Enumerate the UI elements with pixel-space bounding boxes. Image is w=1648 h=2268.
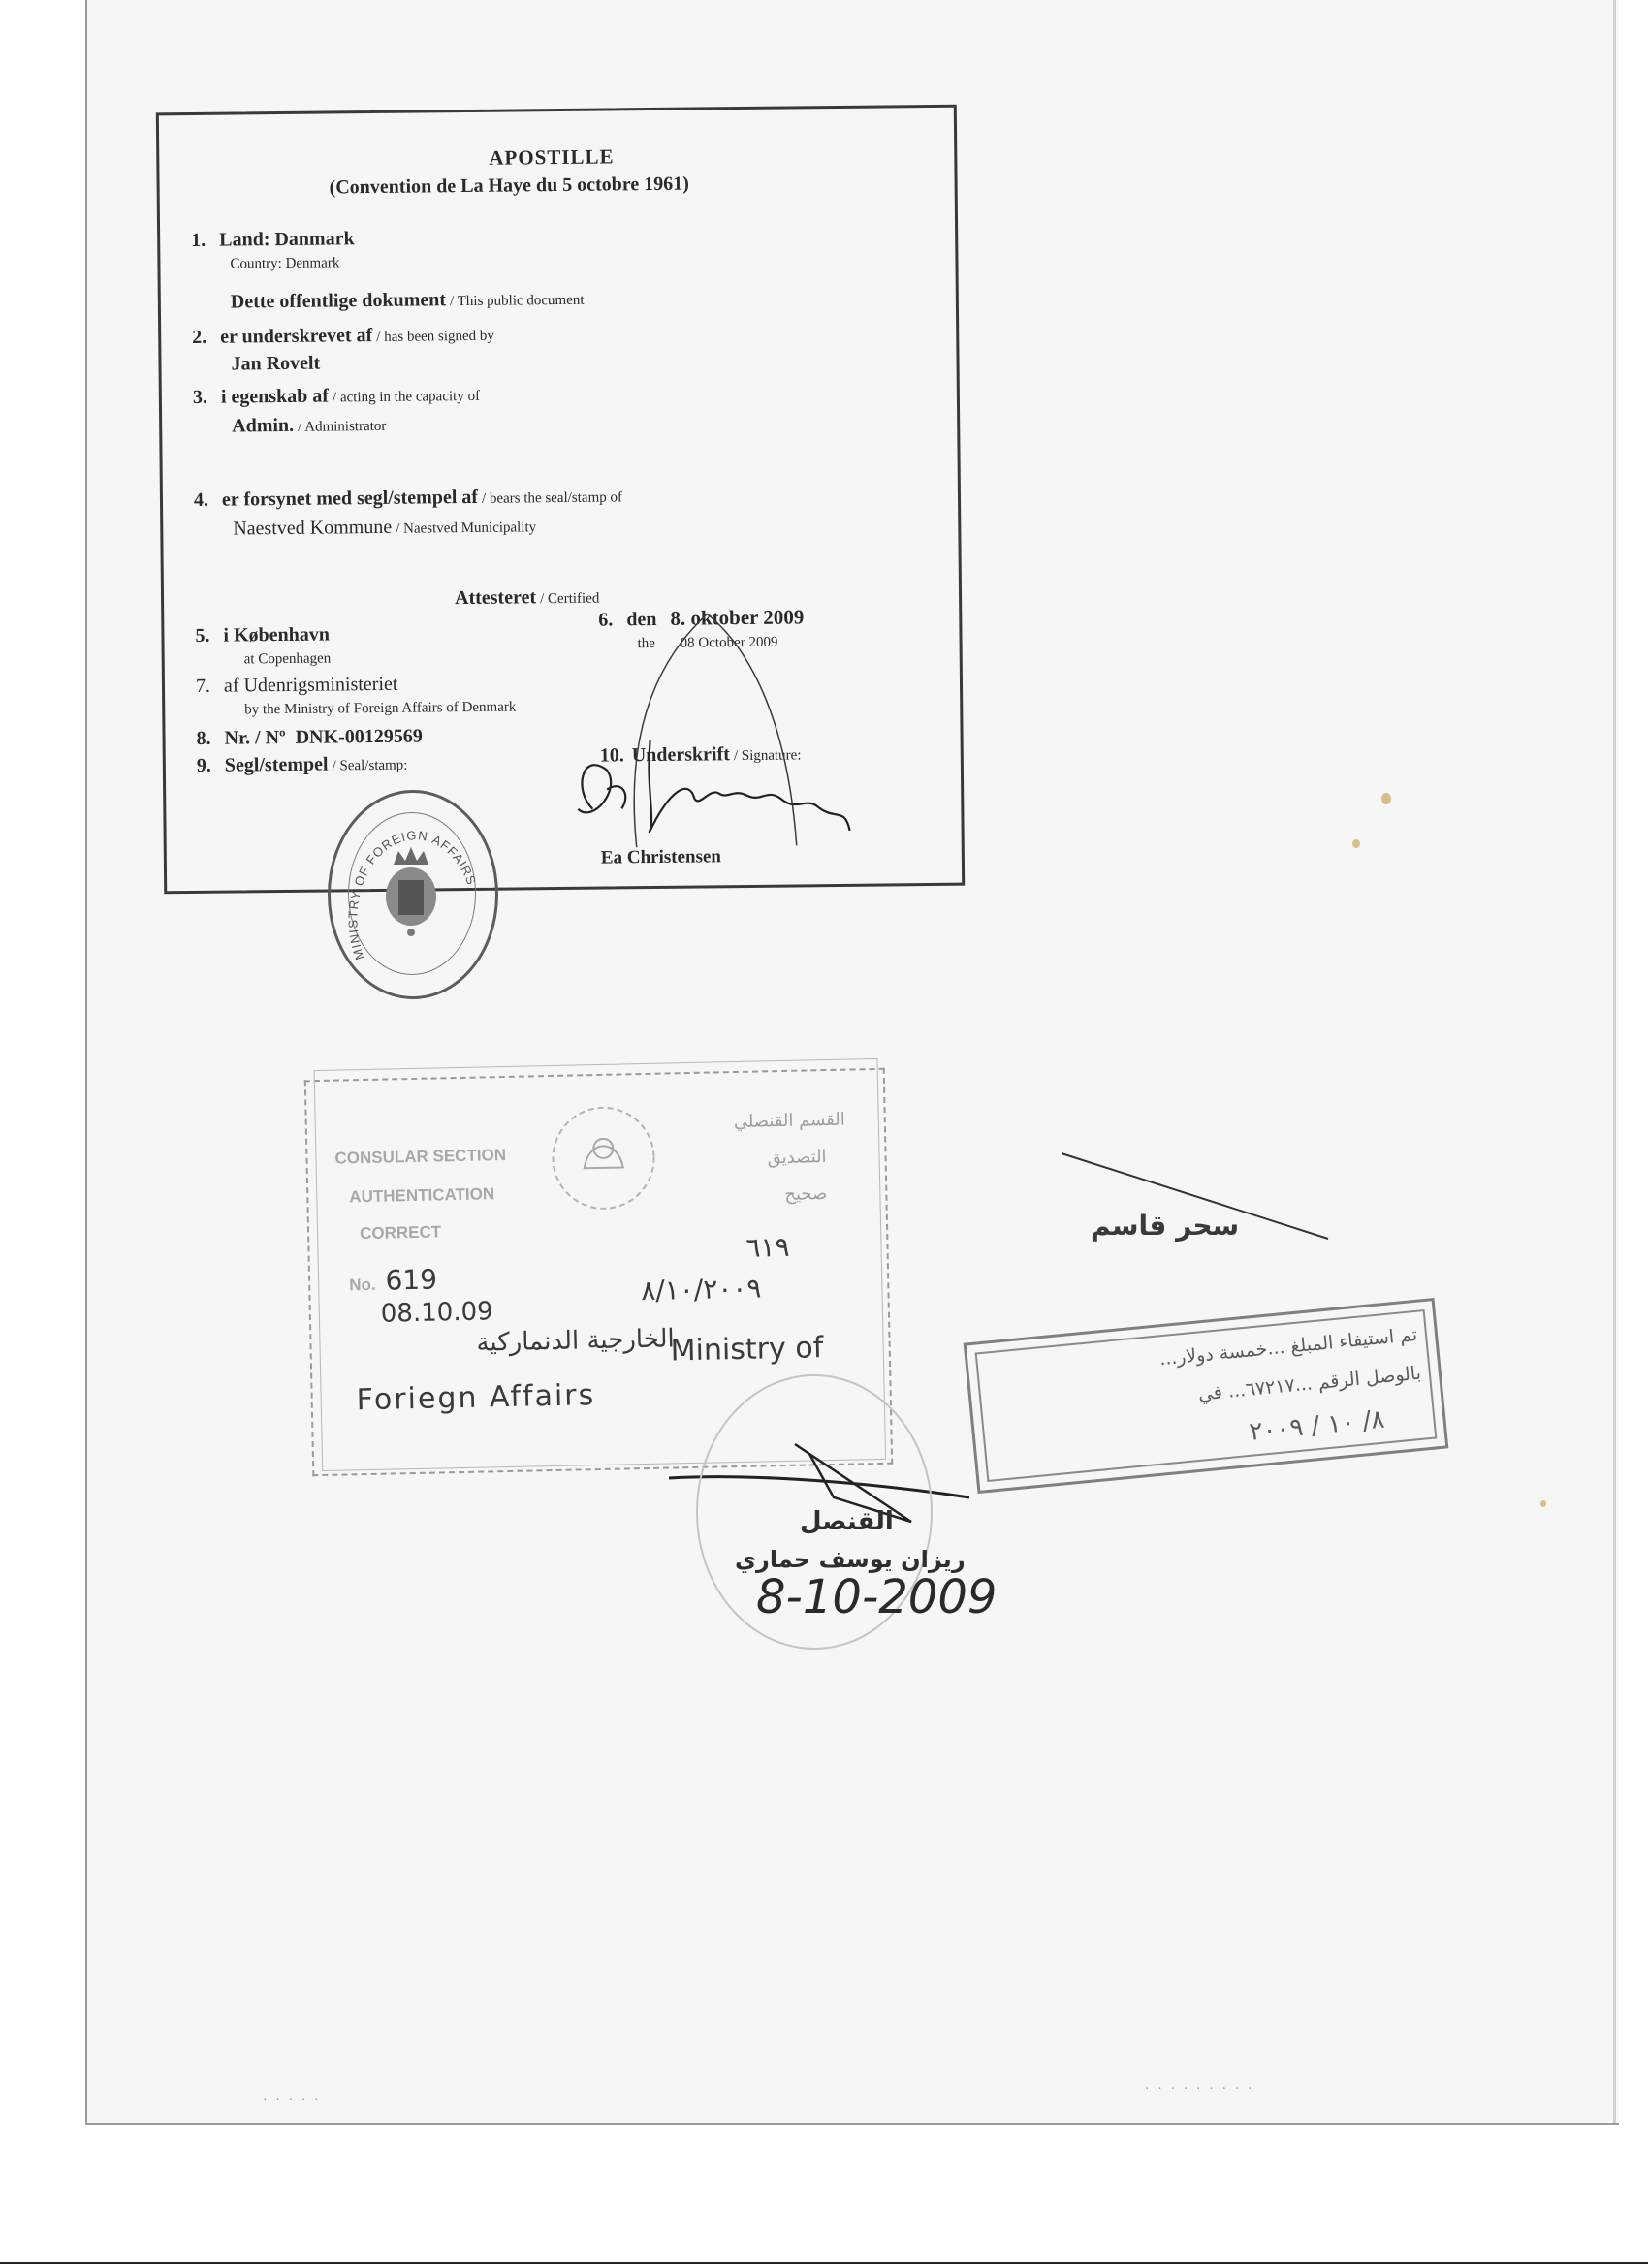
stamp-line-en: AUTHENTICATION <box>349 1184 495 1207</box>
signature-label: Underskrift <box>631 743 730 767</box>
handwritten-date: 08.10.09 <box>380 1297 493 1329</box>
item-number: 8. <box>196 727 211 749</box>
place-label: i København <box>223 623 331 646</box>
item-number: 5. <box>195 624 210 646</box>
fee-line: بالوصل الرقم ...٦٧٢١٧... في <box>1196 1362 1422 1405</box>
scan-artifact: · · · · · · · · · <box>1144 2082 1253 2095</box>
date-value-en: 08 October 2009 <box>680 634 778 651</box>
number-label: Nr. / Nº <box>224 726 286 749</box>
item-number: 4. <box>193 488 209 511</box>
item-number: 9. <box>196 754 211 776</box>
fee-line: تم استيفاء المبلغ ...خمسة دولار... <box>1158 1323 1419 1370</box>
handwritten-ministry-ar: الخارجية الدنماركية <box>476 1324 676 1358</box>
consul-title: القنصل <box>800 1507 894 1536</box>
capacity-value-en: / Administrator <box>298 418 387 435</box>
document-label: Dette offentlige dokument <box>230 289 447 313</box>
item-number: 10. <box>599 744 624 767</box>
signature-label-en: / Signature: <box>733 747 802 765</box>
date-value: 8. oktober 2009 <box>670 605 805 630</box>
signed-by-label: er underskrevet af <box>220 325 373 348</box>
capacity-label: i egenskab af <box>220 385 330 408</box>
date-prefix-en: the <box>637 635 655 652</box>
item-number: 6. <box>598 609 614 631</box>
fee-date: ٨/ ١٠ / ٢٠٠٩ <box>1248 1404 1386 1447</box>
apostille-title: APOSTILLE <box>489 144 615 170</box>
handwritten-number-ar: ٦١٩ <box>745 1230 790 1264</box>
stamp-line-ar: التصديق <box>767 1147 827 1169</box>
consul-name: ريزان يوسف حماري <box>735 1546 966 1573</box>
seal-label: Segl/stempel <box>224 753 329 776</box>
apostille-subtitle: (Convention de La Haye du 5 octobre 1961) <box>329 173 690 199</box>
seal-of-value-en: / Naestved Municipality <box>396 520 537 537</box>
handwritten-date-ar: ٨/١٠/٢٠٠٩ <box>640 1272 762 1307</box>
seal-label-en: / Seal/stamp: <box>332 757 408 774</box>
authority-label-en: by the Ministry of Foreign Affairs of Denmark <box>244 699 517 718</box>
capacity-value: Admin. <box>232 414 295 437</box>
stamp-line-en: CONSULAR SECTION <box>334 1145 507 1168</box>
item-number: 7. <box>195 675 211 697</box>
item-number: 2. <box>192 326 207 348</box>
scan-artifact: · · · · · <box>262 2094 320 2106</box>
signed-by-label-en: / has been signed by <box>376 328 494 345</box>
certified-label: Attesteret <box>454 586 537 610</box>
handwritten-foreign-affairs: Foriegn Affairs <box>356 1378 596 1418</box>
seal-of-label: er forsynet med segl/stempel af <box>221 486 479 511</box>
side-handwritten-name: سحر قاسم <box>1091 1210 1240 1242</box>
certified-label-en: / Certified <box>540 590 600 608</box>
country-label-en: Country: Denmark <box>230 255 340 272</box>
handwritten-number: 619 <box>385 1263 438 1297</box>
item-number: 1. <box>191 229 206 251</box>
authority-label: af Udenrigsministeriet <box>223 673 398 697</box>
consul-handwritten-date: 8-10-2009 <box>756 1570 998 1624</box>
signed-by-value: Jan Rovelt <box>231 352 321 375</box>
number-label: No. <box>349 1275 376 1295</box>
country-label: Land: Danmark <box>219 228 355 251</box>
capacity-label-en: / acting in the capacity of <box>332 388 481 406</box>
item-number: 3. <box>192 386 207 408</box>
stamp-line-en: CORRECT <box>359 1222 442 1244</box>
stamp-line-ar: صحيح <box>784 1183 828 1205</box>
seal-of-value: Naestved Kommune <box>233 516 393 540</box>
handwritten-ministry-en: Ministry of <box>670 1331 824 1369</box>
signatory-name: Ea Christensen <box>600 846 722 868</box>
seal-of-label-en: / bears the seal/stamp of <box>481 489 623 507</box>
seal-text: MINISTRY OF FOREIGN AFFAIRS <box>345 828 480 962</box>
place-label-en: at Copenhagen <box>243 650 332 668</box>
date-label: den <box>626 608 657 631</box>
apostille-number: DNK-00129569 <box>295 725 423 748</box>
document-label-en: / This public document <box>449 292 585 310</box>
stamp-line-ar: القسم القنصلي <box>733 1109 845 1133</box>
